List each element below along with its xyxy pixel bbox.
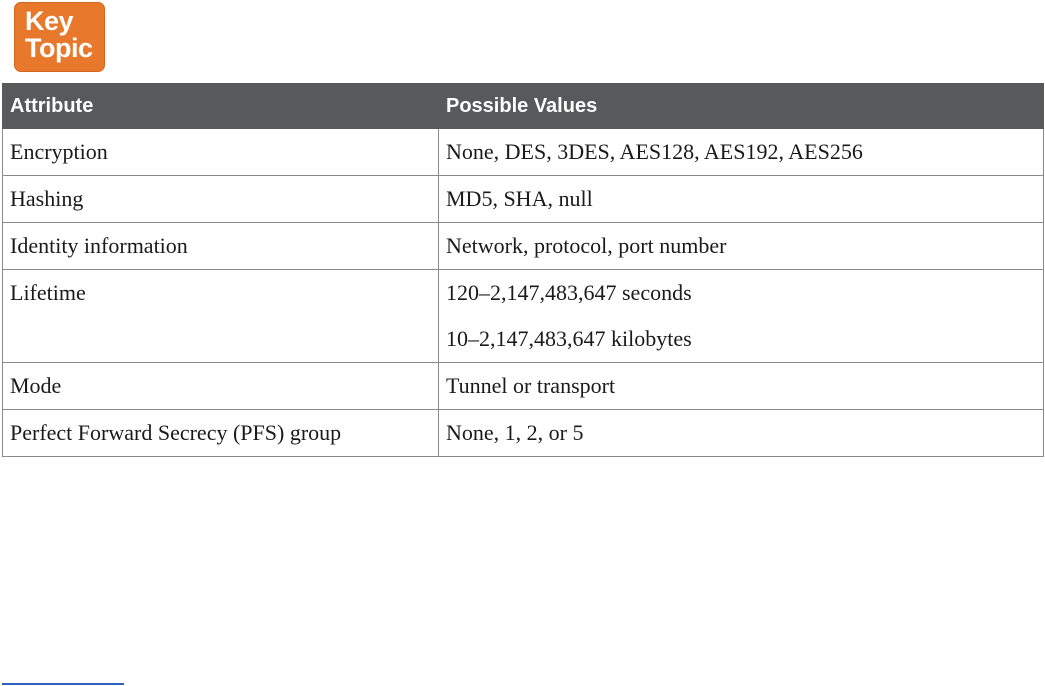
footer-link-underline[interactable] (2, 683, 124, 685)
table-row (3, 363, 1044, 410)
value-line: Tunnel or transport (446, 373, 616, 398)
values-cell (439, 270, 1044, 363)
attribute-cell: Mode (3, 363, 439, 410)
table-row (3, 410, 1044, 457)
table-row (3, 223, 1044, 270)
value-line: 120–2,147,483,647 seconds (446, 280, 692, 305)
attribute-cell: Perfect Forward Secrecy (PFS) group (3, 410, 439, 457)
table-row (3, 270, 1044, 363)
attribute-cell: Encryption (3, 129, 439, 176)
table-row (3, 129, 1044, 176)
key-topic-line2: Topic (25, 33, 93, 63)
value-line: MD5, SHA, null (446, 186, 593, 211)
value-line: 10–2,147,483,647 kilobytes (446, 326, 692, 351)
values-cell (439, 129, 1044, 176)
value-line: None, 1, 2, or 5 (446, 420, 584, 445)
table-row (3, 176, 1044, 223)
header-attribute: Attribute (3, 84, 439, 129)
attribute-cell: Identity information (3, 223, 439, 270)
values-cell (439, 223, 1044, 270)
values-cell (439, 176, 1044, 223)
key-topic-line1: Key (25, 6, 74, 36)
values-cell (439, 410, 1044, 457)
key-topic-badge (14, 2, 105, 72)
value-line: Network, protocol, port number (446, 233, 727, 258)
values-cell (439, 363, 1044, 410)
attribute-cell: Hashing (3, 176, 439, 223)
value-line: None, DES, 3DES, AES128, AES192, AES256 (446, 139, 863, 164)
attribute-cell: Lifetime (3, 270, 439, 363)
header-possible-values: Possible Values (439, 84, 1044, 129)
table-header-row (3, 84, 1044, 129)
attribute-table (2, 83, 1044, 457)
